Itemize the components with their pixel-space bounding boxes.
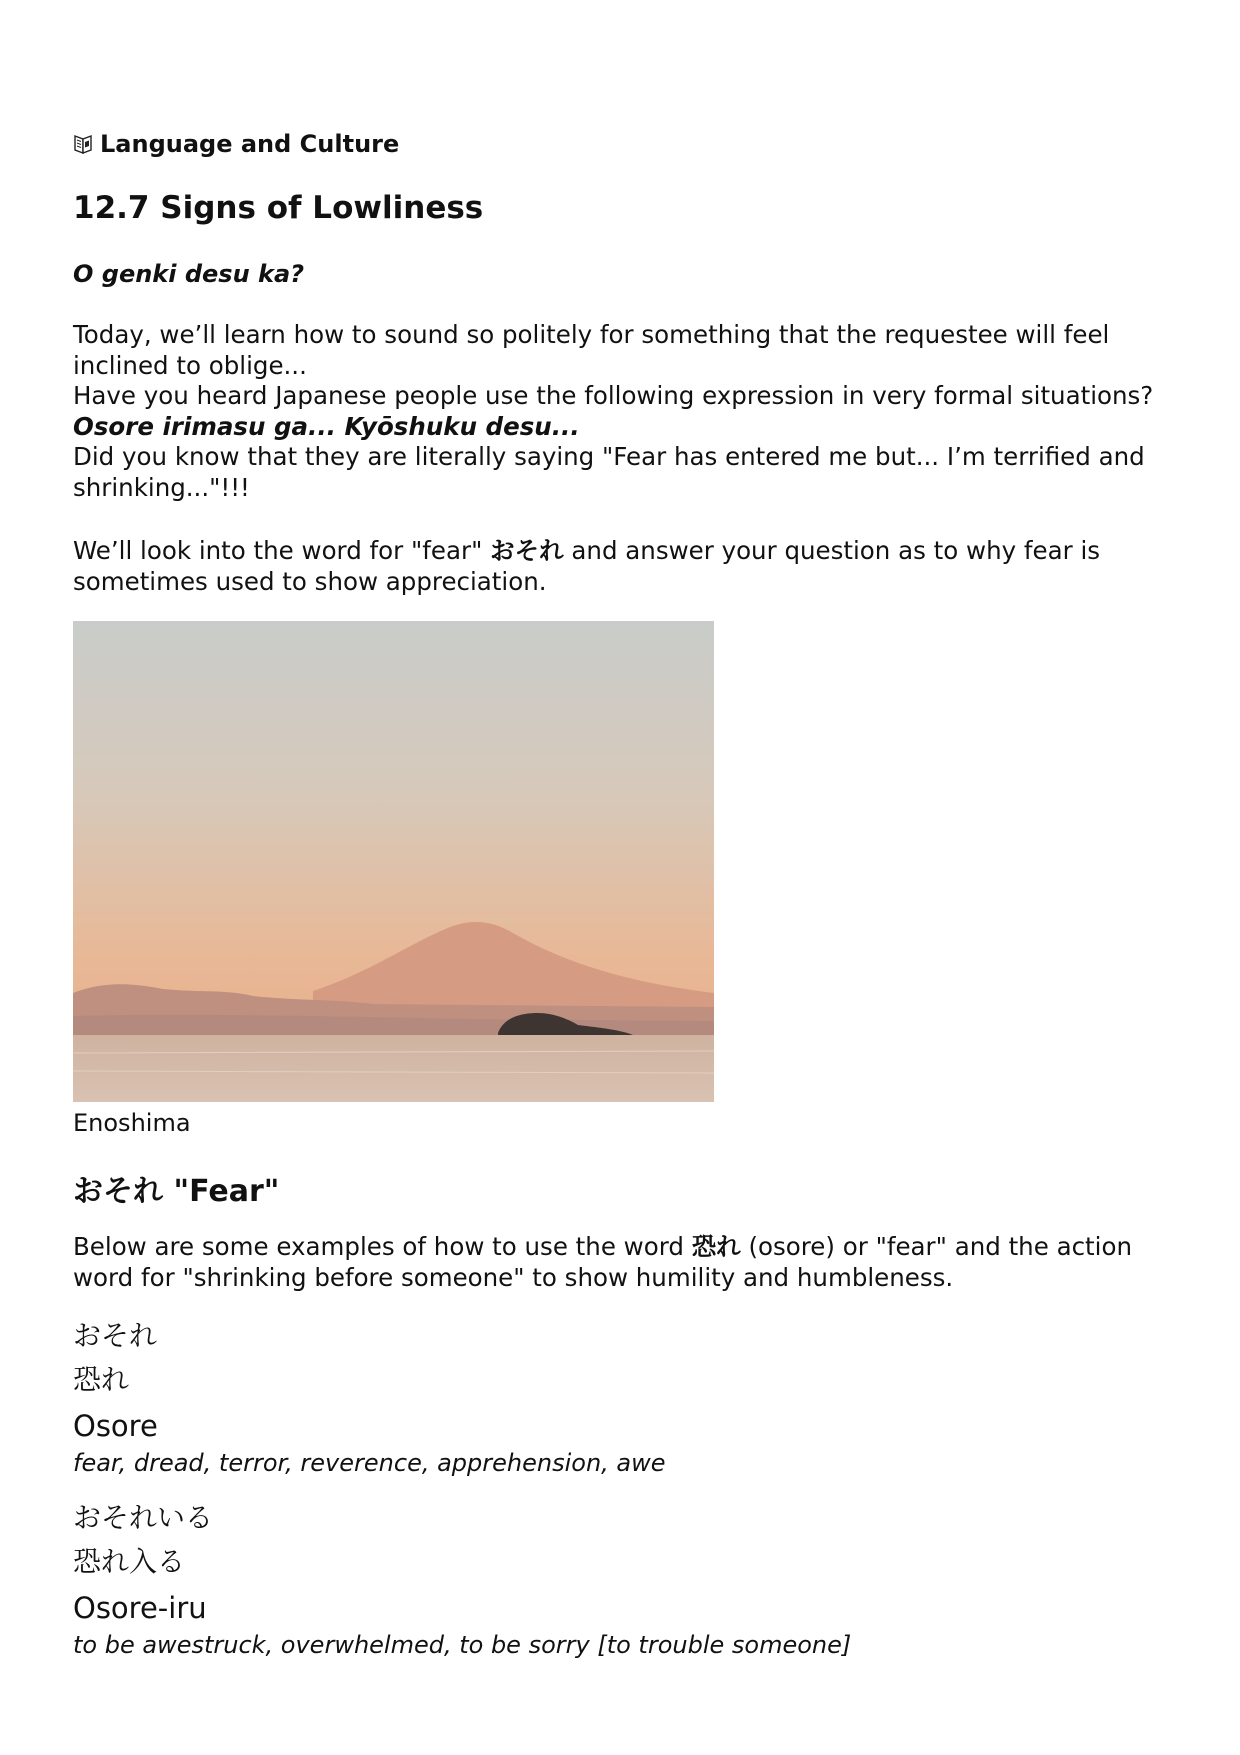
intro-line-2: Have you heard Japanese people use the following expression in very formal situations? xyxy=(73,381,1154,410)
fear-heading: おそれ "Fear" xyxy=(73,1174,280,1209)
intro-paragraph xyxy=(73,320,1173,503)
fear-intro-text: We’ll look into the word for "fear" xyxy=(73,536,491,565)
page-title: 12.7 Signs of Lowliness xyxy=(73,190,484,226)
vocab-meaning: fear, dread, terror, reverence, apprehension, awe xyxy=(73,1449,666,1477)
intro-line-3: Did you know that they are literally saying "Fear has entered me but... I’m terrified and shrinking..."!!! xyxy=(73,442,1145,502)
greeting: O genki desu ka? xyxy=(73,260,305,288)
section-tag xyxy=(73,130,399,158)
vocab-kanji: 恐れ入る xyxy=(73,1545,186,1578)
usage-text: Below are some examples of how to use the word xyxy=(73,1232,692,1261)
formal-expression: Osore irimasu ga... Kyōshuku desu... xyxy=(73,411,580,441)
book-icon xyxy=(73,133,93,155)
vocab-kana: おそれ xyxy=(73,1319,158,1352)
fear-kanji: 恐れ xyxy=(691,1232,741,1261)
intro-line-1: Today, we’ll learn how to sound so politely for something that the requestee will feel inclined to oblige... xyxy=(73,320,1110,380)
vocab-entry xyxy=(73,1314,666,1476)
photo-caption: Enoshima xyxy=(73,1109,191,1137)
fear-intro-text-end: and answer your question as to why fear is sometimes used to show appreciation. xyxy=(73,536,1101,596)
usage-text-end: (osore) or "fear" and the action word for "shrinking before someone" to show humility and humbleness. xyxy=(73,1232,1132,1292)
fear-intro-paragraph xyxy=(73,535,1173,597)
vocab-meaning: to be awestruck, overwhelmed, to be sorry [to trouble someone] xyxy=(73,1631,852,1659)
enoshima-photo xyxy=(73,621,714,1102)
section-label: Language and Culture xyxy=(100,130,400,158)
vocab-romaji: Osore xyxy=(73,1409,158,1443)
fear-kana: おそれ xyxy=(490,536,564,565)
vocab-romaji: Osore-iru xyxy=(73,1591,207,1625)
usage-paragraph xyxy=(73,1232,1173,1293)
vocab-entry xyxy=(73,1496,851,1658)
vocab-kanji: 恐れ xyxy=(73,1363,130,1396)
vocab-kana: おそれいる xyxy=(73,1501,214,1534)
